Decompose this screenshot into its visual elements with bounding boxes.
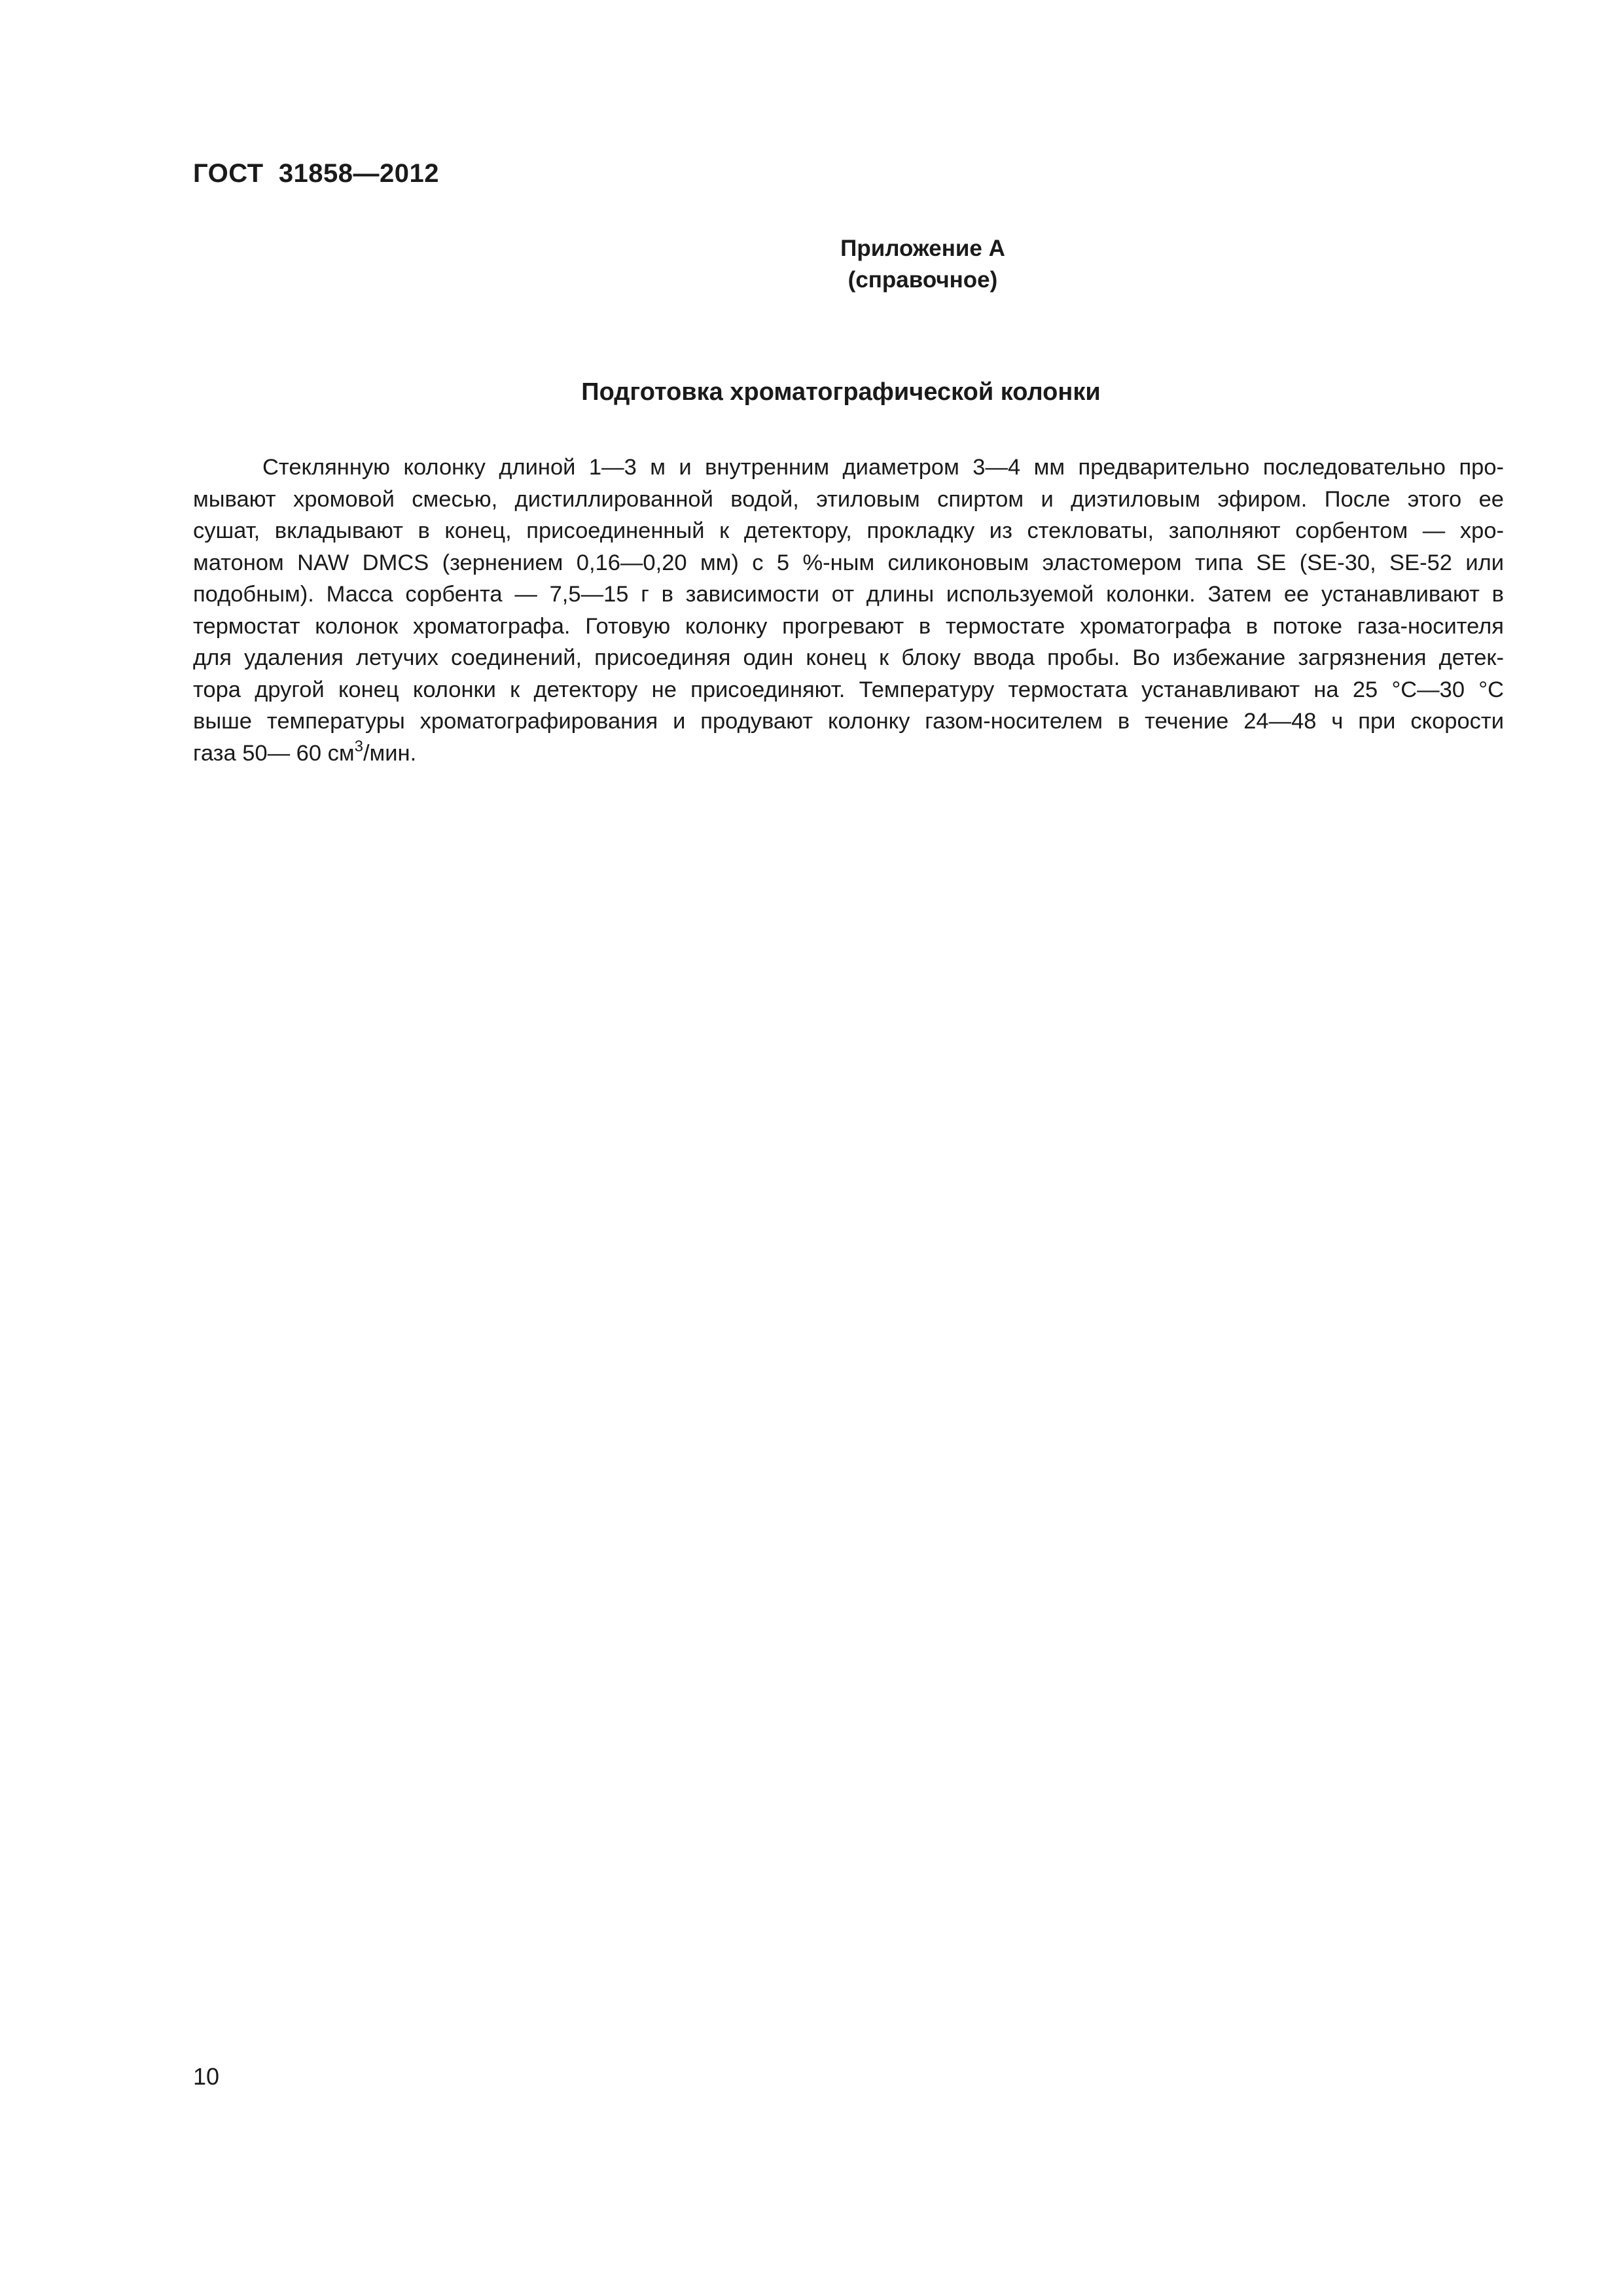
- paragraph-line: тора другой конец колонки к детектору не присоединяют. Температуру термостата устанавливают на 25 °С—30 °С: [193, 677, 1504, 702]
- appendix-title: Приложение А: [840, 236, 1005, 261]
- last-line-text: газа 50— 60 см: [193, 740, 355, 766]
- paragraph-line: мывают хромовой смесью, дистиллированной водой, этиловым спиртом и диэтиловым эфиром. После этого ее: [193, 486, 1504, 512]
- paragraph-line: термостат колонок хроматографа. Готовую колонку прогревают в термостате хроматографа в потоке газа-носителя: [193, 613, 1504, 639]
- paragraph-last-line: [193, 738, 1504, 770]
- paragraph-line: для удаления летучих соединений, присоединяя один конец к блоку ввода пробы. Во избежание загрязнения детек-: [193, 645, 1504, 670]
- paragraph-line: выше температуры хроматографирования и продувают колонку газом-носителем в течение 24—48 ч при скорости: [193, 709, 1504, 734]
- appendix-heading: [0, 233, 1623, 296]
- standard-number-header: ГОСТ 31858—2012: [193, 159, 440, 188]
- paragraph-line: Стеклянную колонку длиной 1—3 м и внутренним диаметром 3—4 мм предварительно последовательно про-: [262, 455, 1504, 480]
- section-title-wrap: [0, 378, 1623, 406]
- last-line-unit: /мин.: [363, 740, 417, 766]
- paragraph-line: подобным). Масса сорбента — 7,5—15 г в зависимости от длины используемой колонки. Затем ее устанавливают в: [193, 582, 1504, 607]
- body-paragraph: [193, 452, 1504, 769]
- paragraph-line: сушат, вкладывают в конец, присоединенный к детектору, прокладку из стекловаты, заполняют сорбентом — хро-: [193, 518, 1504, 543]
- appendix-type: (справочное): [847, 267, 998, 293]
- section-title: Подготовка хроматографической колонки: [581, 378, 1101, 406]
- paragraph-line: матоном NAW DMCS (зернением 0,16—0,20 мм) с 5 %-ным силиконовым эластомером типа SE (SE-30, SE-52 или: [193, 550, 1504, 575]
- superscript-exponent: 3: [354, 737, 363, 755]
- page-number: 10: [193, 2063, 220, 2090]
- appendix-heading-block: [840, 233, 1005, 296]
